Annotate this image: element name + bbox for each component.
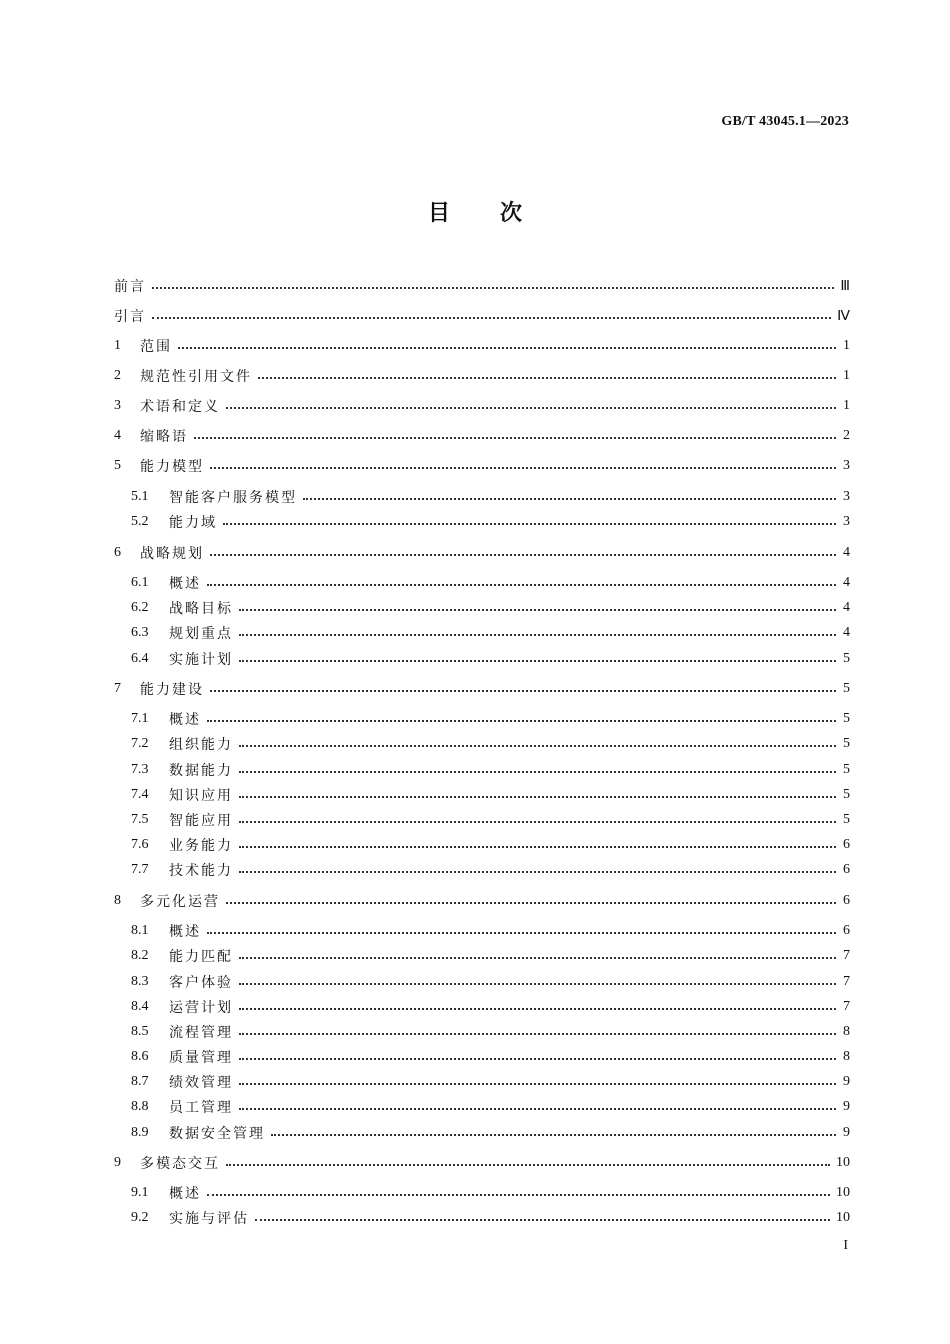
toc-entry[interactable] (114, 334, 850, 358)
toc-dot-leader (239, 771, 836, 773)
toc-entry-page: 5 (843, 651, 850, 666)
toc-entry-number: 4 (114, 428, 121, 443)
toc-entry-page: 4 (843, 545, 850, 560)
toc-entry-number: 5.1 (131, 489, 149, 504)
toc-dot-leader (210, 554, 836, 556)
toc-entry-page: 10 (836, 1210, 850, 1225)
toc-entry[interactable] (114, 889, 850, 913)
toc-entry-page: 3 (843, 458, 850, 473)
toc-dot-leader (271, 1134, 836, 1136)
toc-dot-leader (210, 690, 836, 692)
toc-entry-title: 客户体验 (169, 975, 233, 991)
toc-entry-number: 8.3 (131, 974, 149, 989)
toc-entry-title: 范围 (140, 339, 172, 355)
toc-dot-leader (239, 796, 836, 798)
toc-entry-number: 5.2 (131, 514, 149, 529)
toc-dot-leader (239, 1033, 836, 1035)
toc-entry-number: 6.1 (131, 575, 149, 590)
toc-entry-number: 7.2 (131, 736, 149, 751)
toc-entry-title: 能力建设 (140, 682, 204, 698)
toc-entry-page: 7 (843, 999, 850, 1014)
toc-entry-title: 实施计划 (169, 652, 233, 668)
toc-entry-number: 8.6 (131, 1049, 149, 1064)
toc-entry-title: 战略目标 (169, 601, 233, 617)
toc-entry-page: 10 (836, 1155, 850, 1170)
toc-entry-page: 8 (843, 1024, 850, 1039)
toc-entry-page: 5 (843, 787, 850, 802)
toc-entry-number: 1 (114, 338, 121, 353)
toc-entry-number: 8.4 (131, 999, 149, 1014)
toc-dot-leader (152, 317, 831, 319)
toc-entry-page: 5 (843, 736, 850, 751)
toc-entry-title: 概述 (169, 712, 201, 728)
toc-dot-leader (194, 437, 836, 439)
toc-entry[interactable] (114, 454, 850, 478)
toc-entry[interactable] (114, 510, 850, 534)
toc-dot-leader (239, 821, 836, 823)
toc-dot-leader (207, 1194, 830, 1196)
toc-entry[interactable] (114, 970, 850, 994)
toc-entry-page: Ⅲ (840, 278, 850, 294)
toc-entry-title: 战略规划 (140, 546, 204, 562)
toc-entry-number: 8.2 (131, 948, 149, 963)
toc-entry-number: 7.4 (131, 787, 149, 802)
toc-dot-leader (207, 720, 836, 722)
toc-entry[interactable] (114, 485, 850, 509)
toc-entry-number: 8.9 (131, 1125, 149, 1140)
toc-entry-page: 8 (843, 1049, 850, 1064)
toc-entry-title: 前言 (114, 279, 146, 295)
toc-entry-number: 8.8 (131, 1099, 149, 1114)
toc-dot-leader (239, 1083, 836, 1085)
toc-entry-page: 2 (843, 428, 850, 443)
toc-entry-title: 规划重点 (169, 626, 233, 642)
toc-entry[interactable] (114, 541, 850, 565)
toc-entry-page: 5 (843, 812, 850, 827)
toc-entry-title: 引言 (114, 309, 146, 325)
toc-entry[interactable] (114, 571, 850, 595)
toc-entry-title: 知识应用 (169, 788, 233, 804)
toc-dot-leader (255, 1219, 830, 1221)
toc-entry-title: 组织能力 (169, 737, 233, 753)
toc-dot-leader (303, 498, 836, 500)
toc-entry-number: 6 (114, 545, 121, 560)
toc-entry-title: 绩效管理 (169, 1075, 233, 1091)
toc-entry-title: 数据能力 (169, 763, 233, 779)
toc-dot-leader (223, 523, 836, 525)
toc-entry[interactable] (114, 1206, 850, 1230)
toc-dot-leader (239, 983, 836, 985)
toc-entry-title: 流程管理 (169, 1025, 233, 1041)
toc-entry-number: 8.5 (131, 1024, 149, 1039)
toc-entry[interactable] (114, 647, 850, 671)
toc-entry[interactable] (114, 364, 850, 388)
toc-entry[interactable] (114, 1181, 850, 1205)
toc-entry-title: 概述 (169, 576, 201, 592)
toc-entry-page: 7 (843, 974, 850, 989)
toc-dot-leader (239, 1108, 836, 1110)
toc-entry-number: 7.7 (131, 862, 149, 877)
toc-entry-number: 8.1 (131, 923, 149, 938)
toc-entry-title: 运营计划 (169, 1000, 233, 1016)
toc-entry[interactable] (114, 1020, 850, 1044)
toc-entry-page: 10 (836, 1185, 850, 1200)
toc-entry[interactable] (114, 732, 850, 756)
toc-entry-number: 8 (114, 893, 121, 908)
toc-entry-title: 数据安全管理 (169, 1126, 265, 1142)
toc-dot-leader (239, 745, 836, 747)
toc-entry-number: 7 (114, 681, 121, 696)
footer-page-number: I (843, 1238, 848, 1253)
toc-entry-page: 1 (843, 368, 850, 383)
toc-entry-page: 9 (843, 1099, 850, 1114)
toc-entry-number: 7.6 (131, 837, 149, 852)
toc-entry-title: 术语和定义 (140, 399, 220, 415)
toc-entry[interactable] (114, 596, 850, 620)
toc-entry-number: 2 (114, 368, 121, 383)
toc-dot-leader (152, 287, 834, 289)
toc-entry[interactable] (114, 1151, 850, 1175)
toc-dot-leader (239, 1008, 836, 1010)
toc-entry[interactable] (114, 707, 850, 731)
toc-entry[interactable] (114, 394, 850, 418)
toc-entry[interactable] (114, 1121, 850, 1145)
toc-dot-leader (207, 932, 836, 934)
toc-entry-page: 7 (843, 948, 850, 963)
toc-entry-title: 多模态交互 (140, 1156, 220, 1172)
toc-entry-page: 6 (843, 923, 850, 938)
toc-entry-number: 5 (114, 458, 121, 473)
toc-entry-page: 6 (843, 893, 850, 908)
toc-entry-page: 9 (843, 1074, 850, 1089)
toc-dot-leader (239, 660, 836, 662)
toc-entry[interactable] (114, 808, 850, 832)
standard-code: GB/T 43045.1—2023 (721, 114, 849, 129)
toc-entry-number: 3 (114, 398, 121, 413)
toc-entry[interactable] (114, 304, 850, 328)
toc-entry-page: 4 (843, 575, 850, 590)
toc-entry-number: 9.1 (131, 1185, 149, 1200)
toc-entry[interactable] (114, 783, 850, 807)
toc-entry[interactable] (114, 1070, 850, 1094)
toc-entry-page: 9 (843, 1125, 850, 1140)
toc-entry-page: 5 (843, 681, 850, 696)
toc-dot-leader (210, 467, 836, 469)
toc-entry-page: 3 (843, 489, 850, 504)
toc-entry-page: 5 (843, 711, 850, 726)
toc-entry-title: 概述 (169, 1186, 201, 1202)
toc-dot-leader (239, 871, 836, 873)
toc-entry[interactable] (114, 833, 850, 857)
toc-entry-title: 业务能力 (169, 838, 233, 854)
toc-entry-page: 1 (843, 398, 850, 413)
toc-entry-number: 9.2 (131, 1210, 149, 1225)
toc-dot-leader (178, 347, 836, 349)
toc-dot-leader (226, 407, 836, 409)
toc-entry-number: 6.3 (131, 625, 149, 640)
toc-entry-page: 3 (843, 514, 850, 529)
toc-entry-number: 7.1 (131, 711, 149, 726)
toc-dot-leader (239, 1058, 836, 1060)
toc-entry-title: 员工管理 (169, 1100, 233, 1116)
toc-dot-leader (239, 609, 836, 611)
toc-entry[interactable] (114, 995, 850, 1019)
toc-entry-page: 1 (843, 338, 850, 353)
toc-entry[interactable] (114, 858, 850, 882)
toc-entry-number: 6.2 (131, 600, 149, 615)
toc-dot-leader (226, 1164, 830, 1166)
toc-entry-page: 4 (843, 625, 850, 640)
toc-entry-number: 9 (114, 1155, 121, 1170)
toc-entry[interactable] (114, 621, 850, 645)
toc-entry-title: 实施与评估 (169, 1211, 249, 1227)
toc-entry-page: Ⅳ (837, 308, 850, 324)
toc-entry-title: 缩略语 (140, 429, 188, 445)
toc-entry[interactable] (114, 1095, 850, 1119)
toc-entry-number: 8.7 (131, 1074, 149, 1089)
toc-entry-title: 能力模型 (140, 459, 204, 475)
toc-entry[interactable] (114, 1045, 850, 1069)
toc-entry-page: 6 (843, 862, 850, 877)
toc-entry-title: 智能客户服务模型 (169, 490, 297, 506)
toc-entry-page: 5 (843, 762, 850, 777)
toc-entry-title: 概述 (169, 924, 201, 940)
toc-dot-leader (258, 377, 836, 379)
toc-entry-title: 智能应用 (169, 813, 233, 829)
toc-entry-title: 规范性引用文件 (140, 369, 252, 385)
toc-dot-leader (239, 846, 836, 848)
toc-entry-title: 技术能力 (169, 863, 233, 879)
toc-title: 目次 (427, 201, 572, 226)
toc-entry-title: 多元化运营 (140, 894, 220, 910)
toc-entry-number: 7.3 (131, 762, 149, 777)
toc-entry[interactable] (114, 919, 850, 943)
toc-dot-leader (239, 634, 836, 636)
toc-dot-leader (239, 957, 836, 959)
toc-entry-page: 4 (843, 600, 850, 615)
toc-entry-number: 6.4 (131, 651, 149, 666)
toc-entry-page: 6 (843, 837, 850, 852)
toc-entry-number: 7.5 (131, 812, 149, 827)
toc-entry[interactable] (114, 424, 850, 448)
toc-dot-leader (207, 584, 836, 586)
toc-entry[interactable] (114, 758, 850, 782)
toc-entry[interactable] (114, 677, 850, 701)
toc-entry-title: 能力域 (169, 515, 217, 531)
toc-entry-title: 能力匹配 (169, 949, 233, 965)
toc-dot-leader (226, 902, 836, 904)
toc-entry[interactable] (114, 944, 850, 968)
toc-entry-title: 质量管理 (169, 1050, 233, 1066)
toc-entry[interactable] (114, 274, 850, 298)
